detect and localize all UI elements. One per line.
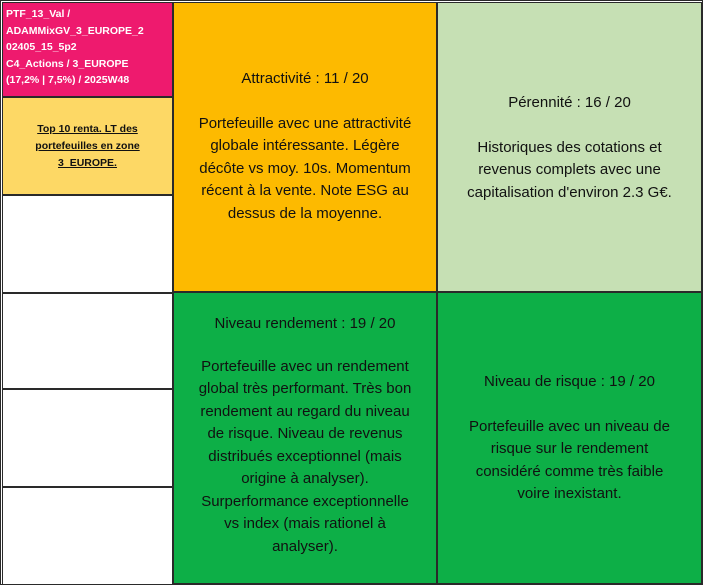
perennite-line: capitalisation d'environ 2.3 G€. <box>467 183 672 201</box>
portfolio-id-line: C4_Actions / 3_EUROPE <box>6 57 129 70</box>
risque-line: Portefeuille avec un niveau de <box>469 417 670 435</box>
empty-cell <box>2 487 173 585</box>
rendement-line: analyser). <box>272 537 338 555</box>
perennite-body <box>438 137 701 205</box>
top-rank-line: Top 10 renta. LT des <box>37 122 138 135</box>
rendement-line: global très performant. Très bon <box>198 380 412 397</box>
risque-body <box>438 416 701 506</box>
empty-cell <box>2 195 173 293</box>
attractivite-cell <box>173 2 437 292</box>
top-rank-line: portefeuilles en zone <box>35 139 140 152</box>
attractivite-line: dessus de la moyenne. <box>227 204 383 222</box>
top-rank-label <box>35 121 139 172</box>
portfolio-id-line: PTF_13_Val / <box>6 8 71 20</box>
portfolio-id-line: (17,2% | 7,5%) / 2025W48 <box>6 74 130 86</box>
portfolio-id-line: ADAMMixGV_3_EUROPE_2 <box>6 24 144 37</box>
rendement-body <box>174 356 436 559</box>
rendement-line: Surperformance exceptionnelle <box>201 492 409 510</box>
attractivite-line: récent à la vente. Note ESG au <box>201 182 409 199</box>
empty-cell <box>2 293 173 389</box>
risque-line: considéré comme très faible <box>475 462 664 480</box>
rendement-line: vs index (mais rationel à <box>224 515 386 532</box>
rendement-line: Portefeuille avec un rendement <box>201 357 409 375</box>
attractivite-line: décôte vs moy. 10s. Momentum <box>199 159 411 177</box>
risque-line: voire inexistant. <box>517 485 622 502</box>
rendement-line: rendement au regard du niveau <box>200 402 410 420</box>
attractivite-line: globale intéressante. Légère <box>210 137 400 154</box>
risque-cell <box>437 292 702 584</box>
portfolio-id-cell <box>2 2 173 97</box>
perennite-cell <box>437 2 702 292</box>
attractivite-line: Portefeuille avec une attractivité <box>198 114 412 132</box>
perennite-line: revenus complets avec une <box>478 161 661 178</box>
top-rank-line: 3_EUROPE. <box>58 156 117 169</box>
rendement-line: distribués exceptionnel (mais <box>208 447 402 465</box>
perennite-line: Historiques des cotations et <box>477 138 662 156</box>
top-rank-cell <box>2 97 173 195</box>
attractivite-body <box>174 113 436 226</box>
perennite-title: Pérennité : 16 / 20 <box>508 94 631 111</box>
attractivite-title: Attractivité : 11 / 20 <box>241 70 369 87</box>
risque-line: risque sur le rendement <box>490 440 649 457</box>
portfolio-id-line: 02405_15_5p2 <box>6 41 77 53</box>
rendement-title: Niveau rendement : 19 / 20 <box>214 315 396 332</box>
rendement-line: origine à analyser). <box>241 470 369 487</box>
risque-title: Niveau de risque : 19 / 20 <box>484 373 655 390</box>
rendement-line: de risque. Niveau de revenus <box>207 425 403 442</box>
rendement-cell <box>173 292 437 584</box>
empty-cell <box>2 389 173 487</box>
